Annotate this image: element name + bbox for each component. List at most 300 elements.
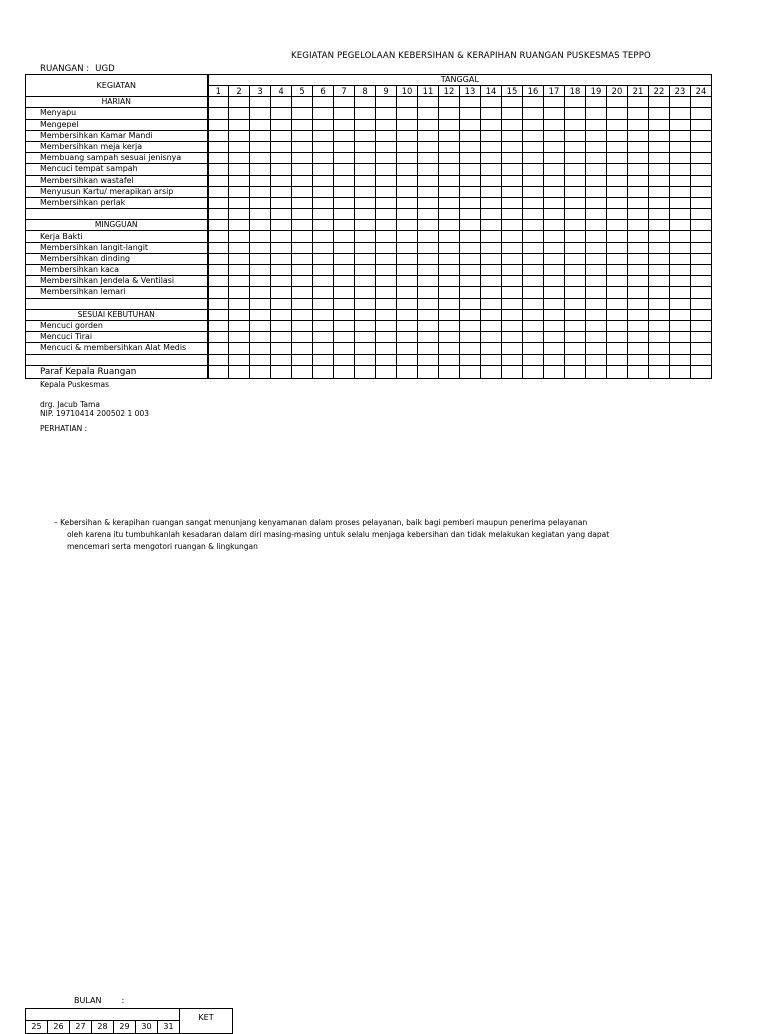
day-cell [460, 130, 481, 141]
day-cell [691, 130, 712, 141]
day-cell [439, 141, 460, 152]
day-cell [271, 242, 292, 253]
day-cell [229, 153, 250, 164]
day-cell [418, 197, 439, 208]
day-cell [292, 153, 313, 164]
day-cell [628, 265, 649, 276]
day-cell [502, 276, 523, 287]
day-cell [586, 130, 607, 141]
day-cell [292, 220, 313, 231]
day-cell [397, 209, 418, 220]
day-cell [292, 231, 313, 242]
day-cell [544, 108, 565, 119]
day-cell [523, 97, 544, 108]
day-cell [229, 209, 250, 220]
day-number: 7 [334, 86, 355, 97]
day-cell [418, 287, 439, 298]
day-cell [523, 242, 544, 253]
activity-label: Membersihkan langit-langit [26, 242, 208, 253]
day-cell [250, 242, 271, 253]
paraf-kepala-ruangan: Paraf Kepala Ruangan [26, 365, 208, 378]
day-cell [418, 175, 439, 186]
day-cell [250, 287, 271, 298]
day-cell [670, 231, 691, 242]
kepala-puskesmas-label: Kepala Puskesmas [40, 380, 110, 389]
day-cell [208, 197, 229, 208]
day-cell [565, 186, 586, 197]
day-cell [208, 265, 229, 276]
day-cell [208, 119, 229, 130]
day-cell [628, 175, 649, 186]
day-cell [271, 276, 292, 287]
day-cell [523, 320, 544, 331]
day-cell [271, 365, 292, 378]
day-cell [565, 130, 586, 141]
day-cell [397, 231, 418, 242]
day-number: 8 [355, 86, 376, 97]
day-cell [481, 220, 502, 231]
day-cell [628, 320, 649, 331]
activity-label: Mencuci Tirai [26, 332, 208, 343]
day-cell [292, 141, 313, 152]
day-cell [334, 354, 355, 365]
day-number: 21 [628, 86, 649, 97]
day-cell [271, 287, 292, 298]
day-cell [670, 209, 691, 220]
day-cell [460, 119, 481, 130]
day-cell [397, 332, 418, 343]
day-cell [334, 253, 355, 264]
day-cell [607, 287, 628, 298]
day-cell [418, 253, 439, 264]
day-cell [334, 197, 355, 208]
day-cell [691, 309, 712, 320]
day-cell [565, 365, 586, 378]
day-cell [628, 164, 649, 175]
day-cell [313, 153, 334, 164]
day-cell [481, 354, 502, 365]
day-cell [271, 309, 292, 320]
day-cell [439, 119, 460, 130]
day-cell [439, 231, 460, 242]
day-number: 28 [92, 1020, 114, 1033]
day-cell [607, 186, 628, 197]
spacer-row [26, 209, 208, 220]
day-cell [670, 153, 691, 164]
day-cell [460, 365, 481, 378]
day-cell [481, 108, 502, 119]
day-cell [544, 231, 565, 242]
day-cell [271, 220, 292, 231]
day-cell [607, 119, 628, 130]
day-cell [670, 197, 691, 208]
day-cell [481, 253, 502, 264]
day-cell [418, 242, 439, 253]
day-cell [460, 265, 481, 276]
day-cell [670, 108, 691, 119]
day-cell [544, 175, 565, 186]
day-cell [376, 365, 397, 378]
day-cell [460, 153, 481, 164]
day-cell [565, 197, 586, 208]
tanggal-header: TANGGAL [208, 75, 712, 86]
day-cell [586, 265, 607, 276]
day-cell [313, 298, 334, 309]
day-cell [334, 287, 355, 298]
day-cell [523, 186, 544, 197]
day-cell [397, 265, 418, 276]
day-cell [355, 130, 376, 141]
day-cell [691, 108, 712, 119]
day-cell [565, 309, 586, 320]
day-cell [229, 186, 250, 197]
day-number: 4 [271, 86, 292, 97]
day-cell [313, 332, 334, 343]
day-number: 24 [691, 86, 712, 97]
day-cell [691, 231, 712, 242]
ruangan-value: UGD [95, 64, 115, 74]
day-cell [586, 365, 607, 378]
day-cell [628, 97, 649, 108]
day-cell [229, 231, 250, 242]
day-cell [481, 298, 502, 309]
kegiatan-header: KEGIATAN [26, 75, 208, 97]
day-cell [607, 209, 628, 220]
day-cell [523, 164, 544, 175]
day-cell [271, 97, 292, 108]
day-cell [523, 220, 544, 231]
day-cell [586, 343, 607, 354]
activity-label: Membersihkan wastafel [26, 175, 208, 186]
day-cell [649, 343, 670, 354]
day-cell [313, 253, 334, 264]
day-cell [418, 141, 439, 152]
day-cell [691, 343, 712, 354]
section-heading: SESUAI KEBUTUHAN [26, 309, 208, 320]
day-cell [607, 242, 628, 253]
day-cell [271, 108, 292, 119]
day-cell [565, 175, 586, 186]
day-number: 5 [292, 86, 313, 97]
day-cell [271, 175, 292, 186]
day-cell [628, 108, 649, 119]
day-cell [691, 141, 712, 152]
day-cell [670, 242, 691, 253]
day-cell [460, 332, 481, 343]
day-cell [313, 287, 334, 298]
day-cell [418, 309, 439, 320]
day-cell [313, 354, 334, 365]
day-cell [502, 287, 523, 298]
day-cell [250, 332, 271, 343]
day-cell [628, 209, 649, 220]
day-cell [334, 231, 355, 242]
day-cell [271, 164, 292, 175]
day-cell [271, 320, 292, 331]
day-cell [523, 354, 544, 365]
day-number: 3 [250, 86, 271, 97]
blank-header [26, 1009, 180, 1021]
day-cell [460, 298, 481, 309]
day-cell [586, 97, 607, 108]
day-cell [376, 298, 397, 309]
day-cell [502, 309, 523, 320]
day-cell [376, 320, 397, 331]
day-cell [271, 119, 292, 130]
day-cell [544, 276, 565, 287]
day-cell [439, 298, 460, 309]
day-cell [292, 276, 313, 287]
activity-label: Mencuci gorden [26, 320, 208, 331]
day-cell [439, 97, 460, 108]
day-cell [439, 365, 460, 378]
day-cell [292, 97, 313, 108]
day-cell [628, 253, 649, 264]
day-cell [544, 209, 565, 220]
day-cell [355, 153, 376, 164]
day-cell [649, 130, 670, 141]
day-cell [460, 220, 481, 231]
ruangan-label: RUANGAN : [40, 64, 90, 74]
day-cell [271, 186, 292, 197]
day-cell [376, 242, 397, 253]
day-cell [355, 97, 376, 108]
day-cell [460, 108, 481, 119]
day-cell [292, 343, 313, 354]
day-cell [460, 231, 481, 242]
day-cell [649, 320, 670, 331]
day-cell [292, 365, 313, 378]
day-cell [376, 164, 397, 175]
day-cell [292, 130, 313, 141]
activity-label: Membersihkan meja kerja [26, 141, 208, 152]
day-cell [208, 209, 229, 220]
day-cell [229, 298, 250, 309]
day-cell [481, 197, 502, 208]
day-cell [229, 320, 250, 331]
day-cell [586, 197, 607, 208]
day-cell [481, 164, 502, 175]
day-cell [691, 97, 712, 108]
day-cell [292, 298, 313, 309]
day-cell [313, 320, 334, 331]
day-number: 30 [136, 1020, 158, 1033]
day-cell [481, 175, 502, 186]
day-cell [208, 309, 229, 320]
day-cell [523, 108, 544, 119]
day-cell [334, 209, 355, 220]
day-cell [670, 343, 691, 354]
day-cell [250, 186, 271, 197]
day-cell [523, 130, 544, 141]
day-cell [649, 175, 670, 186]
day-cell [481, 320, 502, 331]
day-cell [355, 276, 376, 287]
day-cell [439, 164, 460, 175]
day-cell [208, 141, 229, 152]
day-cell [376, 141, 397, 152]
day-cell [481, 365, 502, 378]
day-number: 17 [544, 86, 565, 97]
day-cell [229, 130, 250, 141]
activity-label: Menyapu [26, 108, 208, 119]
day-cell [565, 119, 586, 130]
day-cell [523, 265, 544, 276]
day-cell [229, 253, 250, 264]
day-cell [691, 164, 712, 175]
day-cell [313, 365, 334, 378]
day-cell [649, 108, 670, 119]
day-cell [397, 175, 418, 186]
day-cell [670, 130, 691, 141]
day-cell [691, 354, 712, 365]
day-cell [250, 309, 271, 320]
day-cell [355, 298, 376, 309]
day-cell [292, 320, 313, 331]
day-cell [607, 309, 628, 320]
day-cell [523, 343, 544, 354]
day-cell [628, 141, 649, 152]
day-cell [670, 332, 691, 343]
day-cell [586, 309, 607, 320]
day-cell [565, 287, 586, 298]
day-cell [544, 365, 565, 378]
day-cell [607, 130, 628, 141]
day-cell [292, 209, 313, 220]
day-cell [376, 287, 397, 298]
day-cell [439, 287, 460, 298]
day-cell [397, 365, 418, 378]
day-cell [334, 108, 355, 119]
day-cell [502, 97, 523, 108]
day-cell [208, 186, 229, 197]
day-cell [586, 175, 607, 186]
day-cell [313, 343, 334, 354]
day-cell [439, 220, 460, 231]
day-cell [460, 354, 481, 365]
day-cell [523, 298, 544, 309]
day-cell [628, 130, 649, 141]
day-cell [565, 153, 586, 164]
day-cell [313, 175, 334, 186]
day-cell [649, 287, 670, 298]
day-cell [439, 186, 460, 197]
day-cell [208, 287, 229, 298]
day-cell [208, 343, 229, 354]
day-cell [334, 220, 355, 231]
day-cell [439, 276, 460, 287]
day-cell [628, 365, 649, 378]
day-cell [313, 186, 334, 197]
day-cell [649, 365, 670, 378]
day-cell [418, 209, 439, 220]
day-cell [397, 298, 418, 309]
day-cell [271, 265, 292, 276]
day-cell [376, 119, 397, 130]
day-cell [208, 320, 229, 331]
day-cell [313, 164, 334, 175]
day-cell [418, 164, 439, 175]
day-number: 19 [586, 86, 607, 97]
day-cell [481, 242, 502, 253]
day-cell [649, 153, 670, 164]
day-cell [313, 141, 334, 152]
day-cell [502, 197, 523, 208]
day-cell [397, 320, 418, 331]
day-cell [649, 265, 670, 276]
day-cell [397, 276, 418, 287]
ket-header: KET [180, 1009, 233, 1034]
day-cell [628, 231, 649, 242]
day-cell [481, 130, 502, 141]
day-cell [397, 108, 418, 119]
day-cell [481, 209, 502, 220]
continuation-table [25, 1008, 233, 1034]
day-cell [439, 309, 460, 320]
day-cell [355, 343, 376, 354]
day-cell [439, 197, 460, 208]
day-cell [607, 197, 628, 208]
day-cell [439, 130, 460, 141]
day-cell [523, 209, 544, 220]
day-cell [376, 332, 397, 343]
day-cell [607, 97, 628, 108]
day-cell [334, 141, 355, 152]
day-cell [565, 141, 586, 152]
day-cell [586, 231, 607, 242]
day-cell [586, 153, 607, 164]
day-cell [397, 220, 418, 231]
day-cell [418, 320, 439, 331]
day-cell [250, 320, 271, 331]
day-cell [313, 309, 334, 320]
day-cell [397, 130, 418, 141]
day-cell [481, 97, 502, 108]
day-cell [439, 175, 460, 186]
day-cell [250, 365, 271, 378]
day-cell [481, 276, 502, 287]
day-cell [229, 354, 250, 365]
day-cell [418, 332, 439, 343]
day-number: 23 [670, 86, 691, 97]
day-cell [544, 153, 565, 164]
activity-label: Membersihkan perlak [26, 197, 208, 208]
day-cell [439, 332, 460, 343]
day-cell [523, 197, 544, 208]
day-cell [565, 97, 586, 108]
day-cell [544, 265, 565, 276]
day-cell [355, 141, 376, 152]
day-cell [355, 253, 376, 264]
day-cell [691, 119, 712, 130]
day-number: 26 [48, 1020, 70, 1033]
day-cell [208, 365, 229, 378]
day-cell [628, 220, 649, 231]
day-cell [334, 153, 355, 164]
day-cell [481, 332, 502, 343]
day-cell [670, 276, 691, 287]
day-cell [397, 354, 418, 365]
day-cell [334, 265, 355, 276]
day-cell [334, 276, 355, 287]
day-number: 6 [313, 86, 334, 97]
day-cell [607, 320, 628, 331]
day-cell [502, 141, 523, 152]
day-cell [397, 164, 418, 175]
activity-label: Membersihkan Jendela & Ventilasi [26, 276, 208, 287]
day-cell [502, 119, 523, 130]
day-cell [586, 209, 607, 220]
